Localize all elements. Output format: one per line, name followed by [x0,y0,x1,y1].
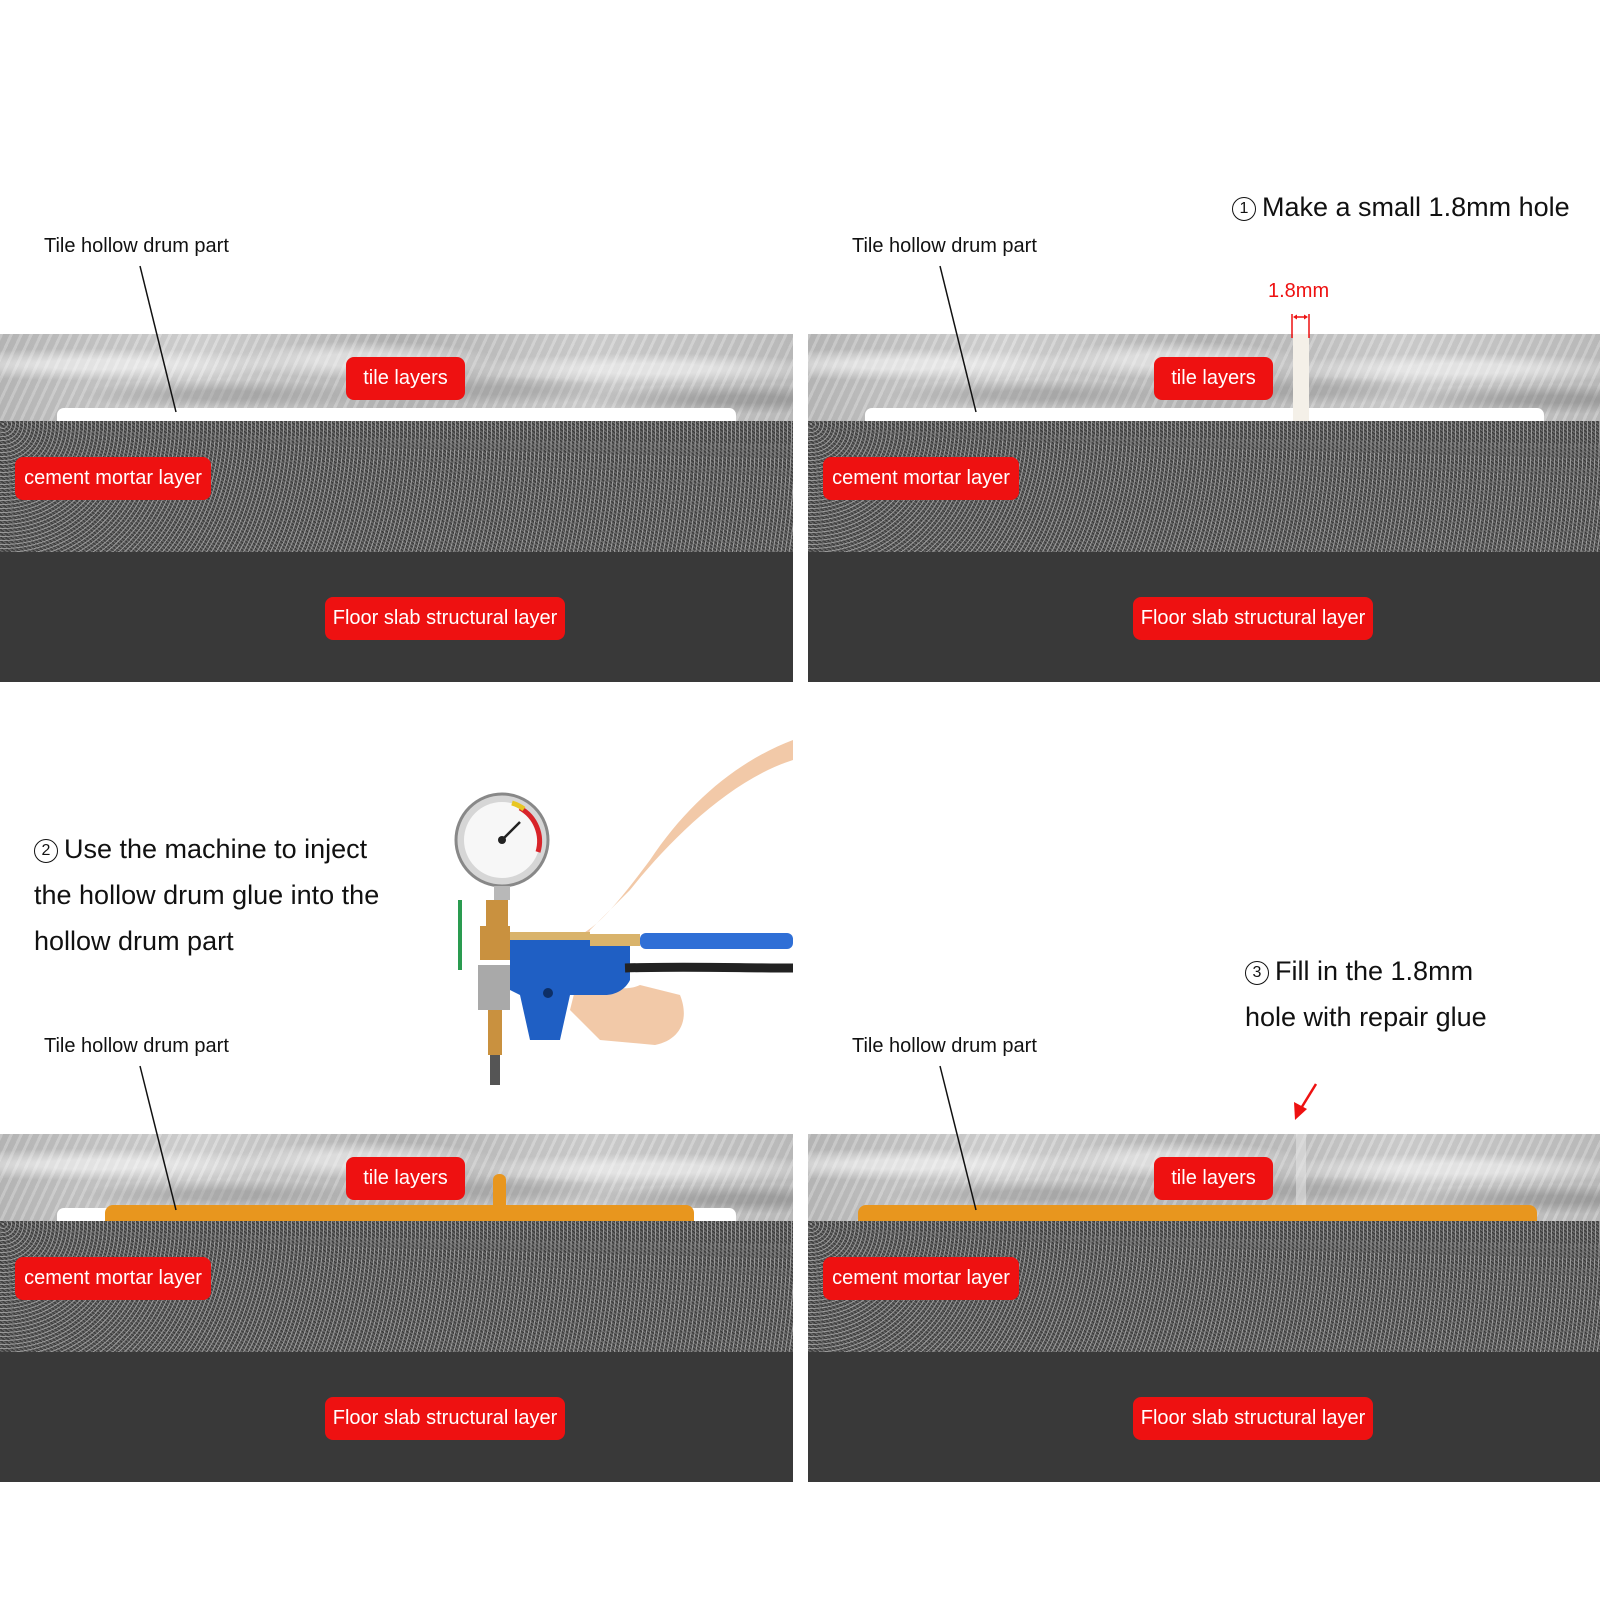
floor-slab-label: Floor slab structural layer [1133,1397,1373,1440]
injection-machine-icon [440,740,793,1160]
drilled-hole [1293,334,1309,421]
hollow-drum-pointer-label: Tile hollow drum part [44,235,229,257]
hollow-drum-pointer-label: Tile hollow drum part [852,1035,1037,1057]
tile-layer [0,334,793,421]
step-2-line-3: hollow drum part [34,926,234,956]
panel-inject-glue [0,800,793,1600]
step-3-line-2: hole with repair glue [1245,1002,1487,1032]
cement-mortar-label: cement mortar layer [15,1257,211,1300]
injected-glue-layer [105,1205,694,1221]
cement-mortar-label: cement mortar layer [823,457,1019,500]
layer-stack [808,1134,1600,1482]
panel-original-state [0,0,793,800]
step-1-caption [1232,184,1570,230]
step-2-caption [34,826,379,964]
step-3-line-1: Fill in the 1.8mm [1275,956,1474,986]
hollow-drum-void [57,408,736,421]
red-arrow-icon [1294,1084,1316,1120]
step-2-line-2: the hollow drum glue into the [34,880,380,910]
step-2-number: 2 [34,839,58,863]
tile-layer-label: tile layers [1154,1157,1273,1200]
tile-layer-label: tile layers [1154,357,1273,400]
hand-icon [570,740,793,1045]
cement-mortar-label: cement mortar layer [15,457,211,500]
glue-injection-stem [493,1174,506,1214]
repaired-hole [1296,1134,1306,1205]
tile-layer-label: tile layers [346,357,465,400]
hollow-drum-pointer-label: Tile hollow drum part [44,1035,229,1057]
step-1-number: 1 [1232,197,1256,221]
tile-layer [808,1134,1600,1221]
floor-slab-label: Floor slab structural layer [1133,597,1373,640]
filled-glue-layer [858,1205,1537,1221]
panel-make-hole [808,0,1600,800]
layer-stack [808,334,1600,682]
step-1-text: Make a small 1.8mm hole [1262,192,1570,222]
layer-stack [0,1134,793,1482]
layer-stack [0,334,793,682]
step-3-caption [1245,948,1487,1040]
hollow-drum-void [865,408,1544,421]
floor-slab-label: Floor slab structural layer [325,1397,565,1440]
tile-layer-label: tile layers [346,1157,465,1200]
floor-slab-label: Floor slab structural layer [325,597,565,640]
panel-fill-hole [808,800,1600,1600]
step-2-line-1: Use the machine to inject [64,834,368,864]
pressure-gauge-icon [456,794,548,900]
step-3-number: 3 [1245,961,1269,985]
hole-size-label: 1.8mm [1268,280,1330,302]
hollow-drum-pointer-label: Tile hollow drum part [852,235,1037,257]
tile-layer [808,334,1600,421]
cement-mortar-label: cement mortar layer [823,1257,1019,1300]
